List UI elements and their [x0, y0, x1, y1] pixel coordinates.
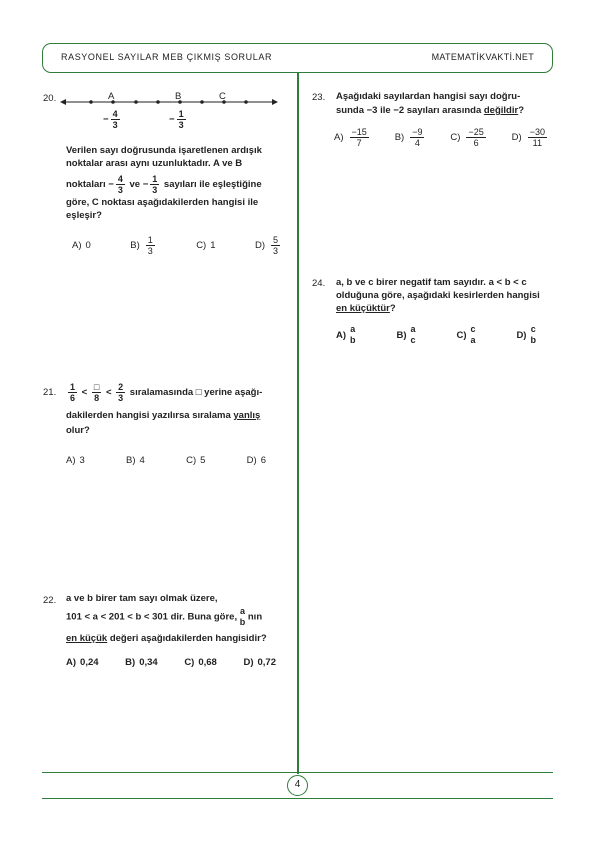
q20-option-c[interactable]: C) 1 — [196, 240, 216, 251]
q21-text3: olur? — [66, 425, 90, 436]
q20-text3: göre, C noktası aşağıdakilerden hangisi ile eşleşir? — [66, 197, 259, 221]
q20-option-a[interactable]: A) 0 — [72, 240, 91, 251]
arrow-left-icon — [60, 99, 66, 105]
q24-options — [336, 324, 536, 346]
footer-line-bottom — [42, 798, 553, 799]
q20-option-d[interactable]: D) $\frac{5}{3}$ — [254, 235, 278, 256]
q22-option-b[interactable]: B) 0,34 — [125, 657, 158, 668]
q24-text1: a, b ve c birer negatif tam sayıdır. a < b < c — [336, 277, 527, 288]
footer-line-top — [42, 772, 553, 773]
q21-option-b[interactable]: B) 4 — [126, 455, 145, 466]
q22-text1: a ve b birer tam sayı olmak üzere, — [66, 593, 218, 604]
mark-a-value: − $\frac{4}{3}$ — [103, 109, 118, 130]
number-line-point — [156, 100, 160, 104]
q24-number: 24. — [312, 278, 326, 289]
mark-b-value: − $\frac{1}{3}$ — [169, 109, 184, 130]
arrow-right-icon — [272, 99, 278, 105]
number-line-point — [244, 100, 248, 104]
header-site: MATEMATİKVAKTİ.NET — [431, 52, 534, 62]
q21-options — [66, 455, 266, 466]
q21-option-d[interactable]: D) 6 — [246, 455, 266, 466]
q22-options — [66, 657, 276, 668]
point-label-a: A — [108, 91, 115, 102]
point-label-b: B — [175, 91, 182, 102]
q22-option-a[interactable]: A) 0,24 — [66, 657, 99, 668]
q22-number: 22. — [43, 595, 57, 606]
q24-option-d[interactable]: D) c b — [516, 324, 536, 345]
q23-text2: sunda −3 ile −2 sayıları arasında değildir? — [336, 105, 524, 116]
q24-option-c[interactable]: C) c a — [456, 324, 476, 345]
point-label-c: C — [219, 91, 226, 102]
q20-text1: Verilen sayı doğrusunda işaretlenen ardışık noktalar arası aynı uzunluktadır. A ve B — [66, 145, 262, 169]
q23-number: 23. — [312, 92, 326, 103]
q23-text1: Aşağıdaki sayılardan hangisi sayı doğru- — [336, 91, 521, 102]
q23-option-a[interactable]: A) $\frac{-15}{7}$ — [334, 127, 367, 148]
q22-text3: en küçük değeri aşağıdakilerden hangisidir? — [66, 633, 267, 644]
q24-text2: olduğuna göre, aşağıdaki kesirlerden hangisi — [336, 290, 540, 301]
header-title: RASYONEL SAYILAR MEB ÇIKMIŞ SORULAR — [61, 52, 273, 62]
q20-option-b[interactable]: B) $\frac{1}{3}$ — [130, 235, 153, 256]
q22-option-c[interactable]: C) 0,68 — [184, 657, 217, 668]
q21-number: 21. — [43, 387, 57, 398]
page-header — [42, 43, 553, 73]
q22-text2: 101 < a < 201 < b < 301 dir. Buna göre, a b nın — [66, 606, 263, 627]
q24-text3: en küçüktür? — [336, 303, 396, 314]
q24-option-b[interactable]: B) a c — [396, 324, 416, 345]
number-line-point — [200, 100, 204, 104]
q22-option-d[interactable]: D) 0,72 — [243, 657, 276, 668]
q23-options — [334, 127, 549, 148]
q23-option-b[interactable]: B) $\frac{-9}{4}$ — [394, 127, 423, 148]
q21-text2: dakilerden hangisi yazılırsa sıralama yanlış — [66, 410, 261, 421]
q21-option-c[interactable]: C) 5 — [186, 455, 206, 466]
q23-option-d[interactable]: D) $\frac{-30}{11}$ — [511, 127, 545, 148]
column-divider — [297, 73, 299, 774]
q24-option-a[interactable]: A) a b — [336, 324, 356, 345]
q20-text2: noktaları − $\frac{4}{3}$ ve − $\frac{1}{3}$ sayıları ile eşleştiğine — [66, 174, 262, 195]
number-line-point — [89, 100, 93, 104]
q20-number: 20. — [43, 93, 57, 104]
page-number: 4 — [287, 775, 308, 796]
q23-option-c[interactable]: C) $\frac{-25}{6}$ — [450, 127, 484, 148]
number-line-point — [134, 100, 138, 104]
q21-text1: $\frac{1}{6}$ < $\frac{□}{8}$ < $\frac{2}{3}$ sıralamasında □ yerine aşağı- — [70, 382, 263, 403]
q21-option-a[interactable]: A) 3 — [66, 455, 85, 466]
q20-options — [72, 235, 282, 256]
